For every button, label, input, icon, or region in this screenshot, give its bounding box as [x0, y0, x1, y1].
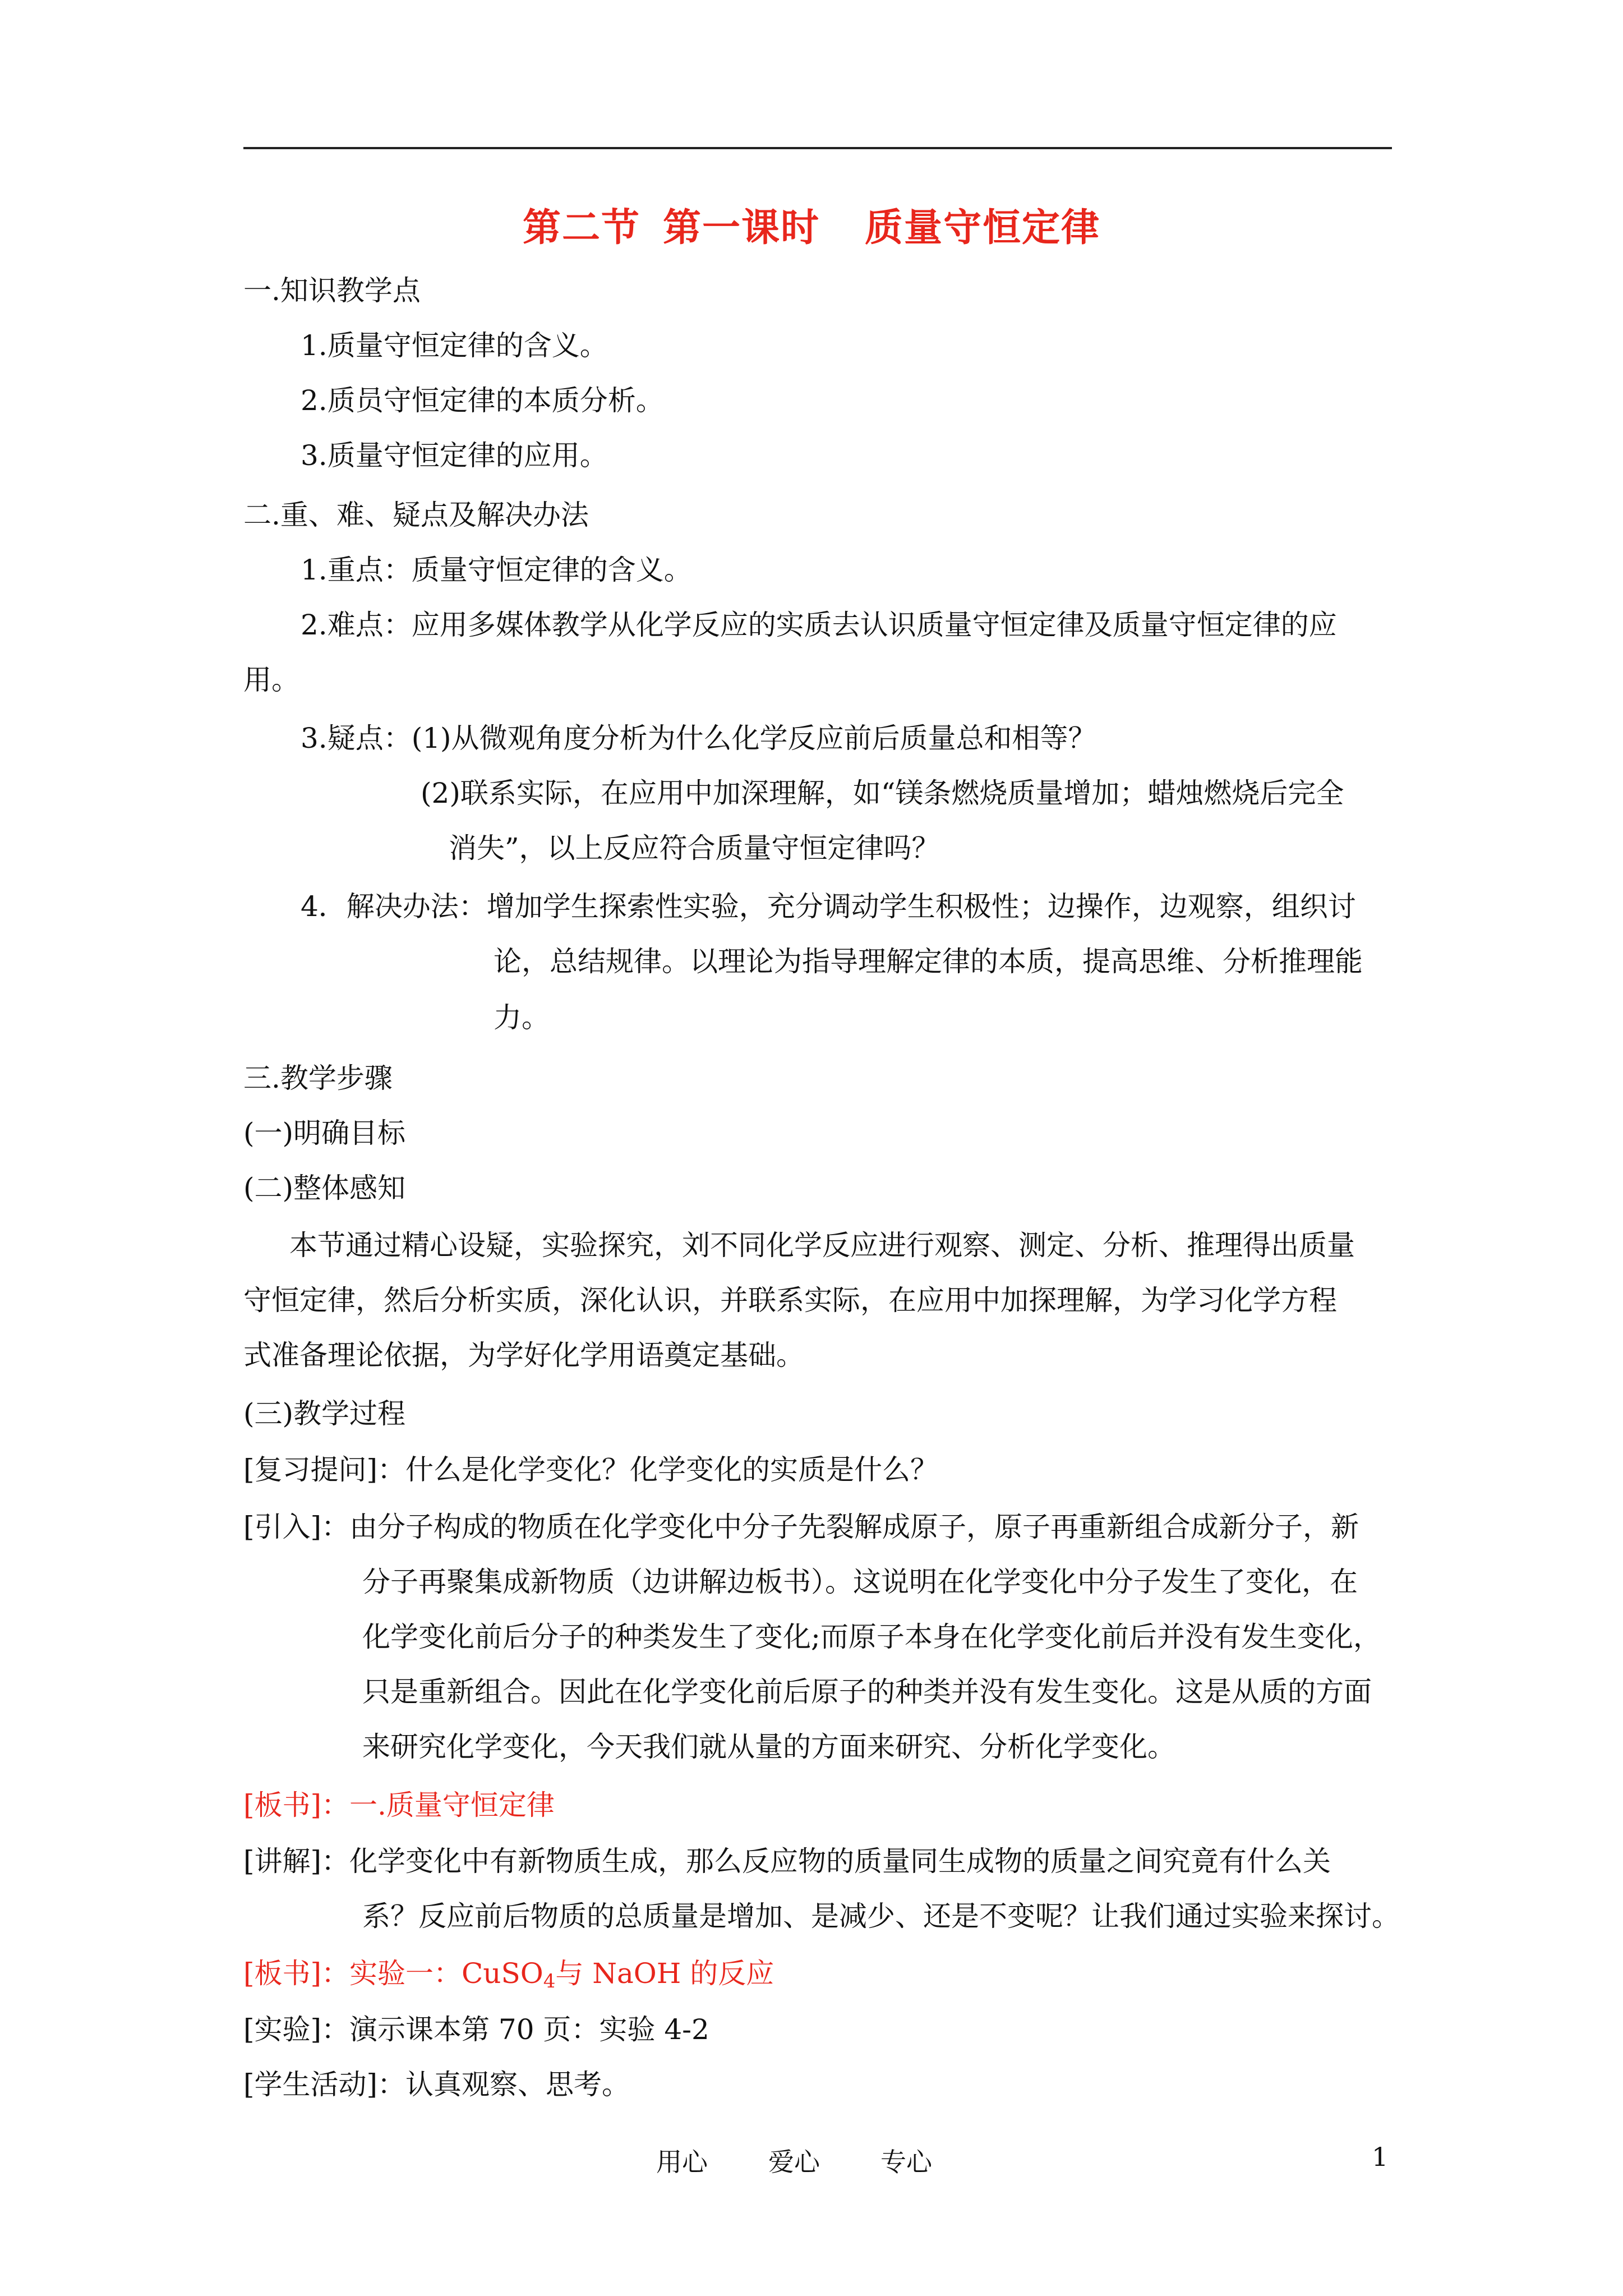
- key-point: 1.重点：质量守恒定律的含义。: [301, 554, 692, 586]
- section1-item-2: 2.质员守恒定律的本质分析。: [301, 384, 664, 417]
- doubt-point-line3: 消失”，以上反应符合质量守恒定律吗？: [449, 832, 940, 864]
- difficult-point-line1: 2.难点：应用多媒体教学从化学反应的实质去认识质量守恒定律及质量守恒定律的应: [301, 609, 1337, 641]
- review-question: [复习提问]：什么是化学变化？化学变化的实质是什么？: [243, 1453, 939, 1486]
- footer-middle: 爱心: [768, 2147, 820, 2177]
- explain-line2: 系？反应前后物质的总质量是增加、是减少、还是不变呢？让我们通过实验来探讨。: [362, 1900, 1400, 1932]
- section1-item-3: 3.质量守恒定律的应用。: [301, 439, 608, 472]
- section1-heading: 一.知识教学点: [243, 274, 421, 307]
- intro-line2: 分子再聚集成新物质（边讲解边板书）。这说明在化学变化中分子发生了变化，在: [362, 1566, 1358, 1598]
- board-note-2: [板书]：实验一：CuSO$_4$与 NaOH 的反应: [243, 1957, 774, 1993]
- intro-line4: 只是重新组合。因此在化学变化前后原子的种类并没有发生变化。这是从质的方面: [362, 1676, 1372, 1708]
- doubt-point-line2: (2)联系实际，在应用中加深理解，如“镁条燃烧质量增加；蜡烛燃烧后完全: [421, 777, 1344, 809]
- title-section: 第二节: [522, 205, 640, 250]
- explain-line1: [讲解]：化学变化中有新物质生成，那么反应物的质量同生成物的质量之间究竟有什么关: [243, 1845, 1331, 1878]
- overview-para-line2: 守恒定律，然后分析实质，深化认识，并联系实际，在应用中加探理解，为学习化学方程: [243, 1284, 1337, 1317]
- student-activity: [学生活动]：认真观察、思考。: [243, 2068, 630, 2101]
- title-topic: 质量守恒定律: [865, 205, 1101, 250]
- solution-line2: 论，总结规律。以理论为指导理解定律的本质，提高思维、分析推理能: [494, 945, 1363, 978]
- header-rule: [243, 147, 1392, 149]
- overview-para-line1: 本节通过精心设疑，实验探究，刘不同化学反应进行观察、测定、分析、推理得出质量: [289, 1229, 1355, 1262]
- page-title: [0, 197, 1623, 252]
- footer-right: 专心: [880, 2147, 932, 2177]
- page-number: 1: [1372, 2142, 1389, 2172]
- subsection-overview: (二)整体感知: [243, 1172, 406, 1204]
- title-lesson: 第一课时: [662, 205, 820, 250]
- subsection-process: (三)教学过程: [243, 1397, 406, 1430]
- overview-para-line3: 式准备理论依据，为学好化学用语奠定基础。: [243, 1339, 804, 1372]
- section2-heading: 二.重、难、疑点及解决办法: [243, 499, 589, 531]
- footer-left: 用心: [656, 2147, 708, 2177]
- section3-heading: 三.教学步骤: [243, 1062, 393, 1094]
- difficult-point-line2: 用。: [243, 664, 299, 696]
- intro-line5: 来研究化学变化，今天我们就从量的方面来研究、分析化学变化。: [362, 1731, 1175, 1763]
- solution-line1: 4．解决办法：增加学生探索性实验，充分调动学生积极性；边操作，边观察，组织讨: [301, 890, 1356, 923]
- intro-line1: [引入]：由分子构成的物质在化学变化中分子先裂解成原子，原子再重新组合成新分子，新: [243, 1511, 1359, 1543]
- section1-item-1: 1.质量守恒定律的含义。: [301, 329, 608, 362]
- subsection-goals: (一)明确目标: [243, 1117, 406, 1149]
- experiment-line: [实验]：演示课本第 70 页：实验 4-2: [243, 2013, 709, 2046]
- solution-line3: 力。: [494, 1001, 550, 1034]
- doubt-point-line1: 3.疑点：(1)从微观角度分析为什么化学反应前后质量总和相等？: [301, 722, 1096, 754]
- intro-line3: 化学变化前后分子的种类发生了变化;而原子本身在化学变化前后并没有发生变化，: [362, 1621, 1381, 1653]
- board-note-1: [板书]：一.质量守恒定律: [243, 1789, 555, 1821]
